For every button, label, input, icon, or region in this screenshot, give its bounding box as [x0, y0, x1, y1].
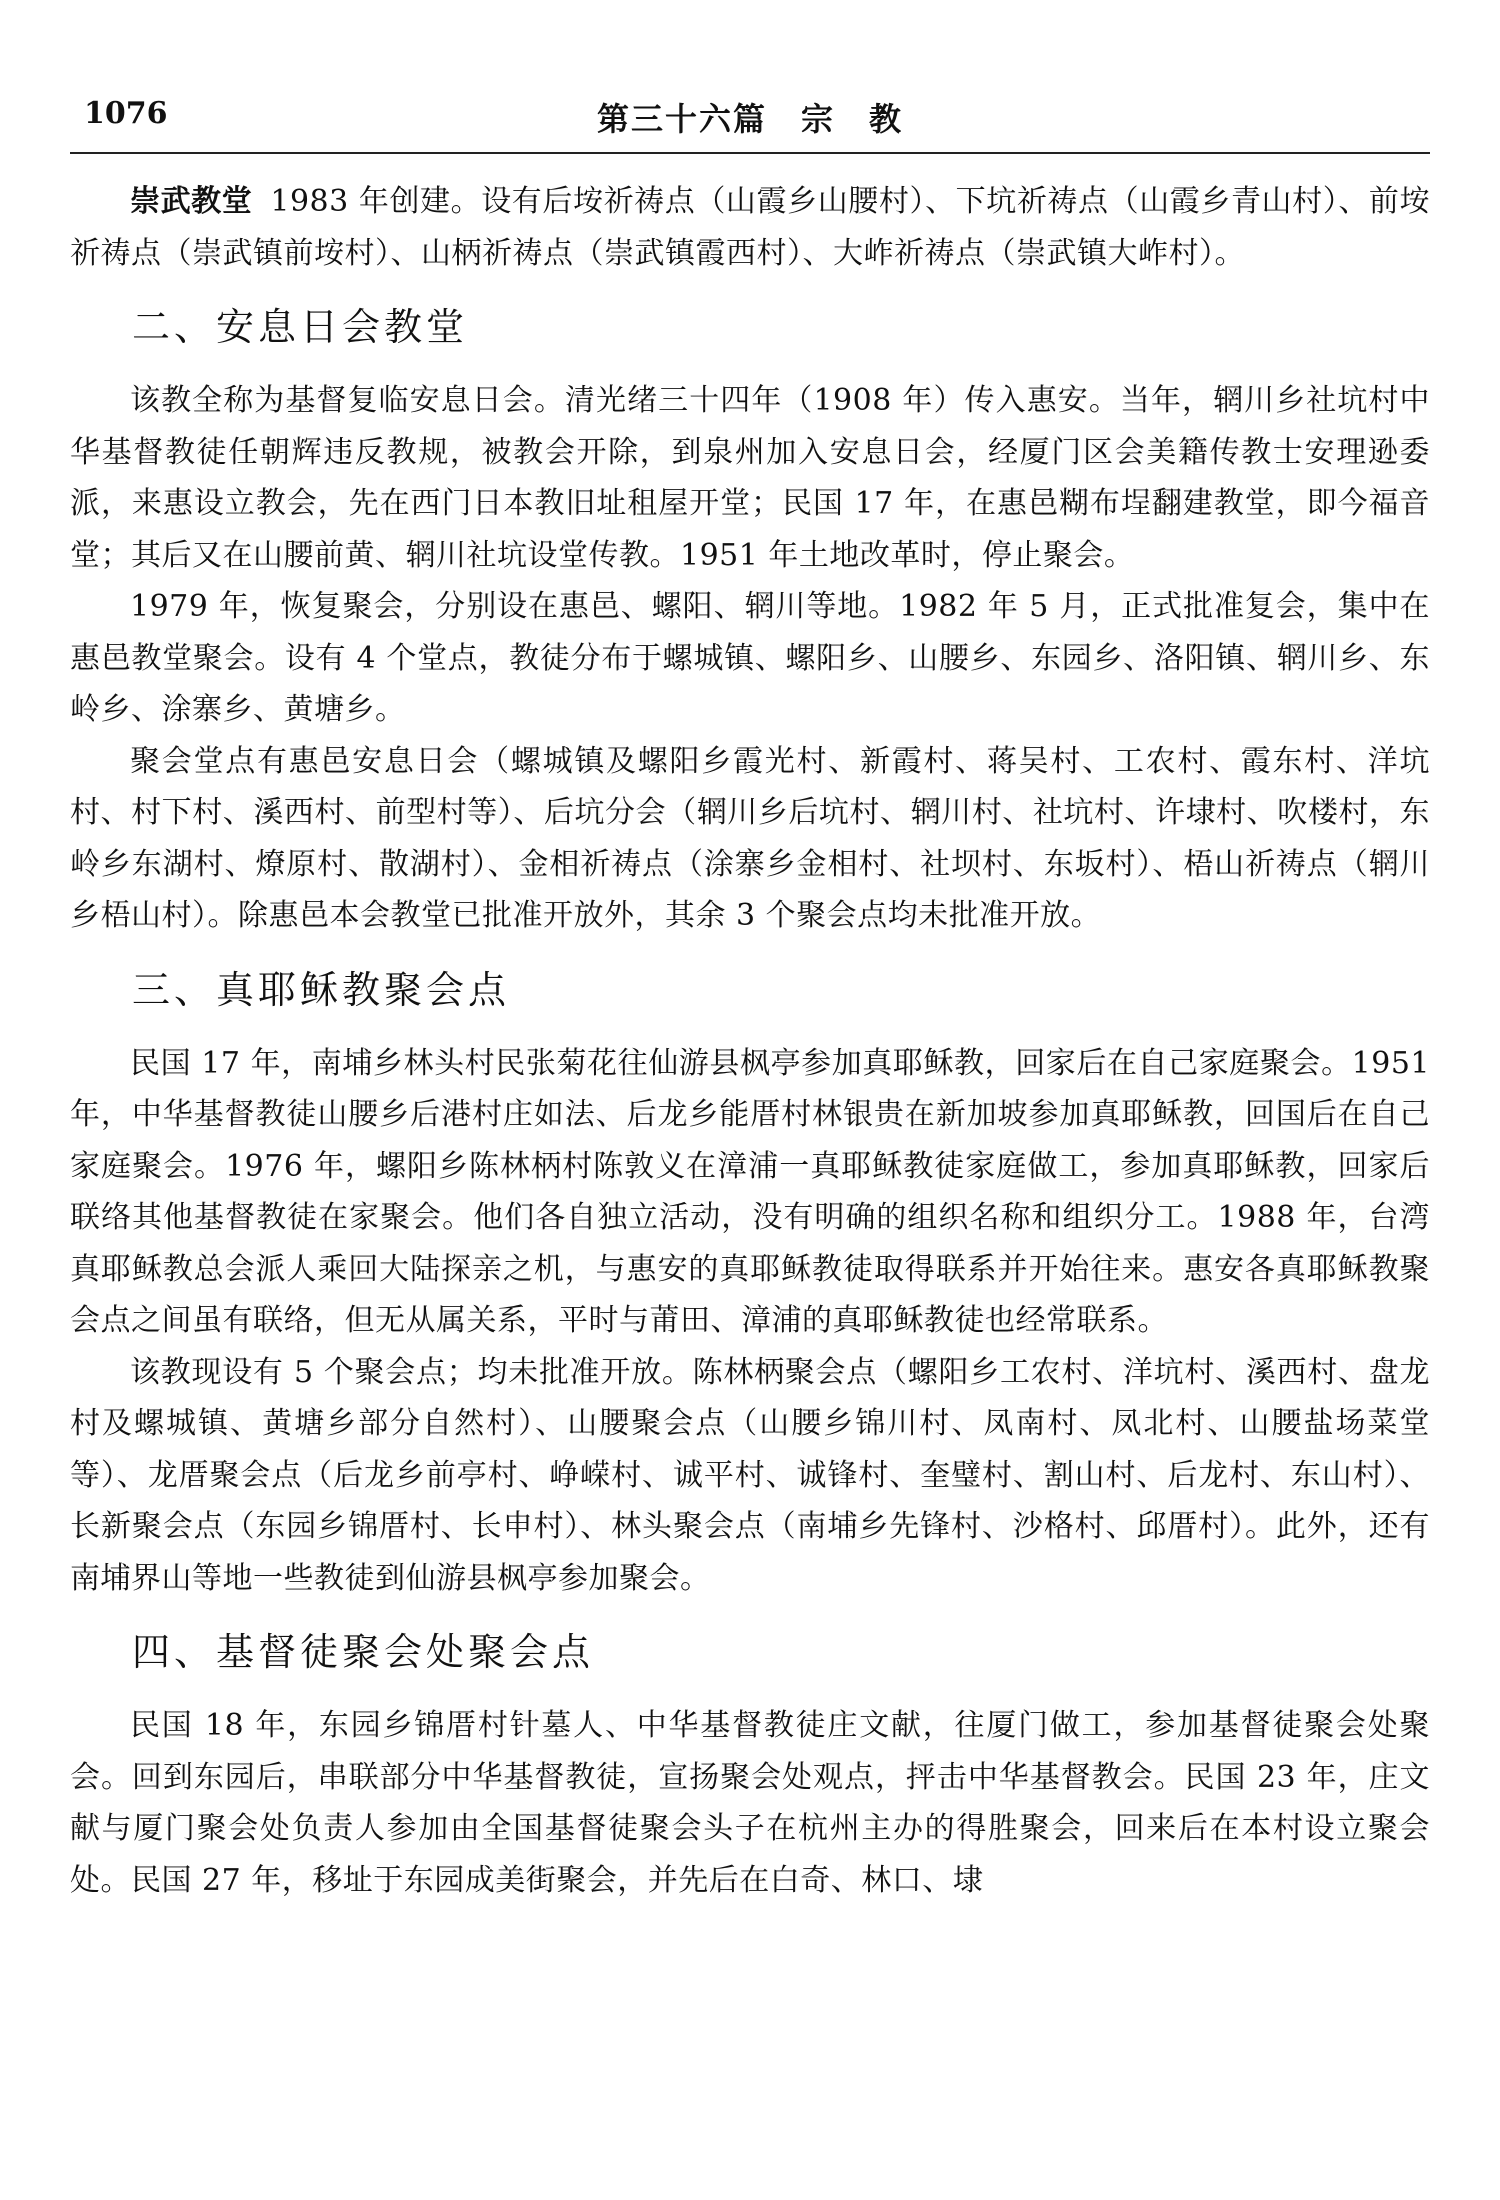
page-number: 1076 — [84, 96, 168, 131]
paragraph-chongwu-church — [70, 176, 1430, 279]
body-text — [70, 176, 1430, 1906]
section-heading-adventist: 二、安息日会教堂 — [132, 305, 469, 349]
document-page — [70, 90, 1430, 2160]
chapter-title: 第三十六篇 宗 教 — [596, 100, 903, 138]
paragraph: 聚会堂点有惠邑安息日会（螺城镇及螺阳乡霞光村、新霞村、蒋吴村、工农村、霞东村、洋坑村、村下村、溪西村、前型村等）、后坑分会（辋川乡后坑村、辋川村、社坑村、许埭村、吹楼村，东岭乡东湖村、燎原村、散湖村）、金相祈祷点（涂寨乡金相村、社坝村、东坂村）、梧山祈祷点（辋川乡梧山村）。除惠邑本会教堂已批准开放外，其余 3 个聚会点均未批准开放。 — [70, 743, 1430, 933]
paragraph: 1979 年，恢复聚会，分别设在惠邑、螺阳、辋川等地。1982 年 5 月，正式批准复会，集中在惠邑教堂聚会。设有 4 个堂点，教徒分布于螺城镇、螺阳乡、山腰乡、东园乡、洛阳镇、辋川乡、东岭乡、涂寨乡、黄塘乡。 — [70, 589, 1430, 727]
running-header — [70, 90, 1430, 154]
paragraph-text: 1983 年创建。设有后垵祈祷点（山霞乡山腰村）、下坑祈祷点（山霞乡青山村）、前垵祈祷点（崇武镇前垵村）、山柄祈祷点（崇武镇霞西村）、大岞祈祷点（崇武镇大岞村）。 — [70, 184, 1430, 271]
paragraph: 该教全称为基督复临安息日会。清光绪三十四年（1908 年）传入惠安。当年，辋川乡社坑村中华基督教徒任朝辉违反教规，被教会开除，到泉州加入安息日会，经厦门区会美籍传教士安理逊委派，来惠设立教会，先在西门日本教旧址租屋开堂；民国 17 年，在惠邑糊布埕翻建教堂，即今福音堂；其后又在山腰前黄、辋川社坑设堂传教。1951 年土地改革时，停止聚会。 — [70, 383, 1430, 573]
paragraph: 民国 17 年，南埔乡林头村民张菊花往仙游县枫亭参加真耶稣教，回家后在自己家庭聚会。1951 年，中华基督教徒山腰乡后港村庄如法、后龙乡能厝村林银贵在新加坡参加真耶稣教，回国后在自己家庭聚会。1976 年，螺阳乡陈林柄村陈敦义在漳浦一真耶稣教徒家庭做工，参加真耶稣教，回家后联络其他基督教徒在家聚会。他们各自独立活动，没有明确的组织名称和组织分工。1988 年，台湾真耶稣教总会派人乘回大陆探亲之机，与惠安的真耶稣教徒取得联系并开始往来。惠安各真耶稣教聚会点之间虽有联络，但无从属关系，平时与莆田、漳浦的真耶稣教徒也经常联系。 — [70, 1045, 1430, 1338]
paragraph: 民国 18 年，东园乡锦厝村针墓人、中华基督教徒庄文献，往厦门做工，参加基督徒聚会处聚会。回到东园后，串联部分中华基督教徒，宣扬聚会处观点，抨击中华基督教会。民国 23 年，庄文献与厦门聚会处负责人参加由全国基督徒聚会头子在杭州主办的得胜聚会，回来后在本村设立聚会处。民国 27 年，移址于东园成美街聚会，并先后在白奇、林口、埭 — [70, 1708, 1430, 1898]
section-heading-christian-assembly: 四、基督徒聚会处聚会点 — [132, 1630, 595, 1674]
paragraph: 该教现设有 5 个聚会点；均未批准开放。陈林柄聚会点（螺阳乡工农村、洋坑村、溪西村、盘龙村及螺城镇、黄塘乡部分自然村）、山腰聚会点（山腰乡锦川村、凤南村、凤北村、山腰盐场菜堂等）、龙厝聚会点（后龙乡前亭村、峥嵘村、诚平村、诚锋村、奎璧村、割山村、后龙村、东山村）、长新聚会点（东园乡锦厝村、长申村）、林头聚会点（南埔乡先锋村、沙格村、邱厝村）。此外，还有南埔界山等地一些教徒到仙游县枫亭参加聚会。 — [70, 1354, 1430, 1596]
paragraph-lead-term: 崇武教堂 — [130, 184, 253, 219]
section-heading-true-jesus: 三、真耶稣教聚会点 — [132, 967, 511, 1012]
